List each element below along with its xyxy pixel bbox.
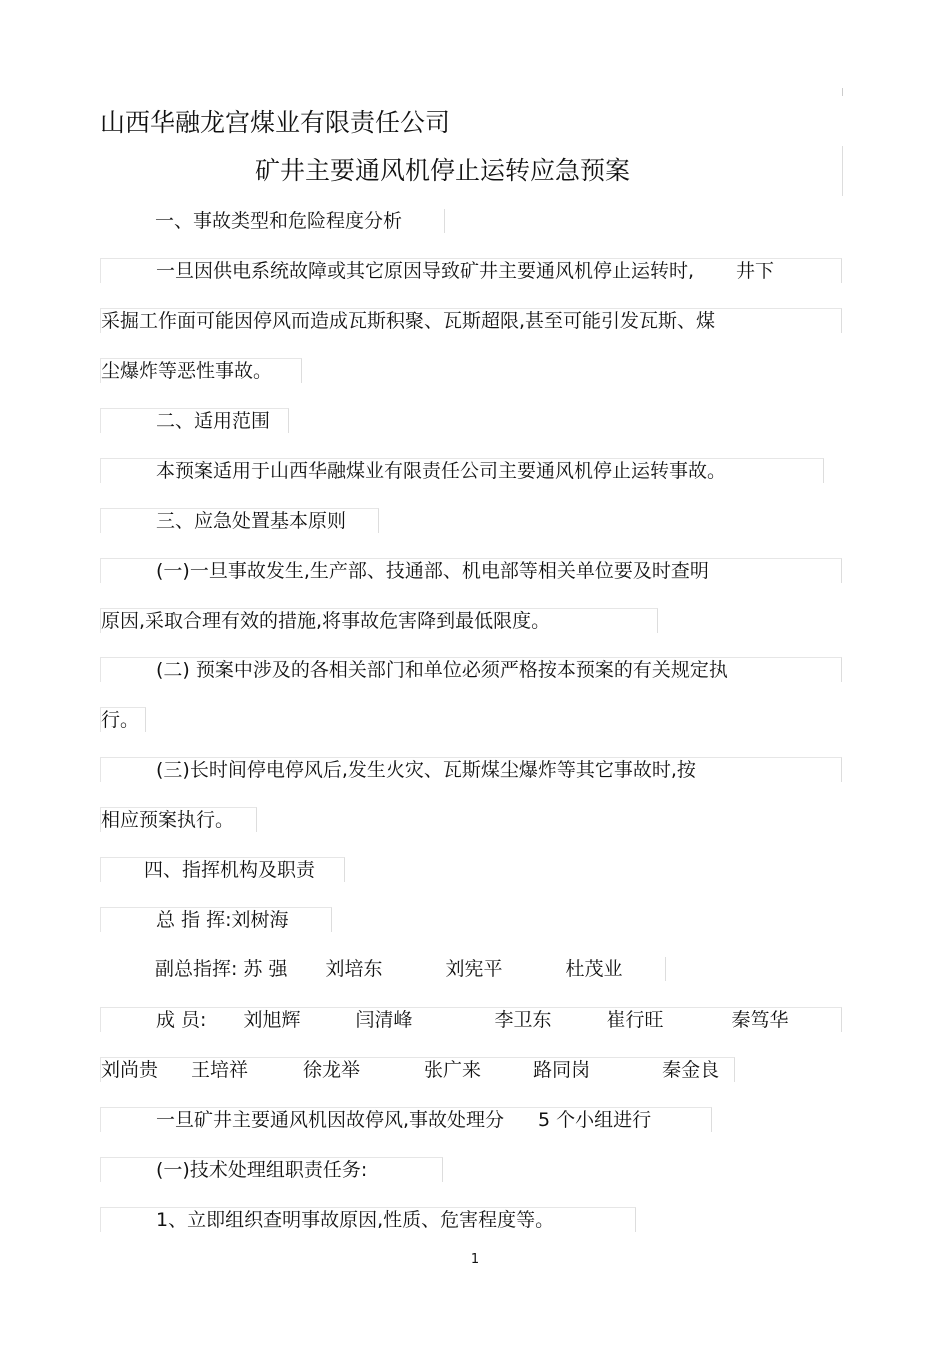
member-name: 秦笃华 xyxy=(731,1009,789,1031)
deputy-name-3: 刘宪平 xyxy=(445,958,503,980)
members-line-1 xyxy=(100,1007,842,1032)
commander-line xyxy=(100,907,332,932)
section-4-heading-text: 四、指挥机构及职责 xyxy=(144,859,316,881)
section-2-paragraph xyxy=(100,458,824,483)
group-1-heading-text: (一)技术处理组职责任务: xyxy=(156,1159,368,1181)
groups-line xyxy=(100,1107,712,1132)
group-1-item-1 xyxy=(100,1207,636,1232)
section-4-heading xyxy=(100,857,345,882)
group-1-heading xyxy=(100,1157,443,1182)
section-1-paragraph-text-a: 一旦因供电系统故障或其它原因导致矿井主要通风机停止运转时, xyxy=(156,260,695,282)
section-2-paragraph-text: 本预案适用于山西华融煤业有限责任公司主要通风机停止运转事故。 xyxy=(156,460,727,482)
member-name: 徐龙举 xyxy=(303,1059,361,1081)
section-3-item-1-text: (一)一旦事故发生,生产部、技通部、机电部等相关单位要及时查明 xyxy=(156,560,709,582)
commander-label: 总 指 挥: xyxy=(156,909,232,931)
title-rule xyxy=(842,146,843,196)
company-name: 山西华融龙宫煤业有限责任公司 xyxy=(100,108,451,137)
section-3-item-3-line-2: 相应预案执行。 xyxy=(100,807,257,832)
deputy-line xyxy=(100,957,666,981)
commander-name: 刘树海 xyxy=(231,909,289,931)
member-name: 闫清峰 xyxy=(355,1009,413,1031)
section-2-heading xyxy=(100,408,289,433)
page-number: 1 xyxy=(470,1252,480,1267)
section-3-item-3-text: (三)长时间停电停风后,发生火灾、瓦斯煤尘爆炸等其它事故时,按 xyxy=(156,759,696,781)
section-1-paragraph-text-b: 井下 xyxy=(736,260,775,282)
member-name: 刘旭辉 xyxy=(243,1009,301,1031)
group-1-item-1-text: 1、立即组织查明事故原因,性质、危害程度等。 xyxy=(156,1209,555,1231)
member-name: 路同岗 xyxy=(533,1059,591,1081)
section-3-item-2-line-2: 行。 xyxy=(100,707,146,732)
member-name: 张广来 xyxy=(424,1059,482,1081)
section-3-item-3-line-1 xyxy=(100,757,842,782)
section-3-heading-text: 三、应急处置基本原则 xyxy=(156,510,347,532)
section-3-item-2-line-1 xyxy=(100,657,842,682)
deputy-label: 副总指挥: xyxy=(155,958,238,980)
deputy-name-2: 刘培东 xyxy=(325,958,383,980)
member-name: 刘尚贵 xyxy=(101,1059,159,1081)
corner-mark xyxy=(842,88,843,96)
section-1-paragraph-line-1 xyxy=(100,258,842,283)
deputy-name-4: 杜茂业 xyxy=(565,958,623,980)
section-3-item-2-text: (二) 预案中涉及的各相关部门和单位必须严格按本预案的有关规定执 xyxy=(156,659,728,681)
member-name: 李卫东 xyxy=(494,1009,552,1031)
section-3-item-1-line-1 xyxy=(100,558,842,583)
member-name: 崔行旺 xyxy=(606,1009,664,1031)
deputy-name-1: 苏 强 xyxy=(243,958,288,980)
section-3-heading xyxy=(100,508,379,533)
groups-text-a: 一旦矿井主要通风机因故停风,事故处理分 xyxy=(156,1109,505,1131)
document-title: 矿井主要通风机停止运转应急预案 xyxy=(255,156,631,185)
member-name: 秦金良 xyxy=(662,1059,720,1081)
members-line-2 xyxy=(100,1057,735,1082)
members-label: 成 员: xyxy=(156,1009,207,1031)
groups-text-b: 5 个小组进行 xyxy=(538,1109,652,1131)
section-2-heading-text: 二、适用范围 xyxy=(156,410,271,432)
section-1-heading: 一、事故类型和危险程度分析 xyxy=(155,209,445,233)
section-1-paragraph-line-2: 采掘工作面可能因停风而造成瓦斯积聚、瓦斯超限,甚至可能引发瓦斯、煤 xyxy=(100,308,842,333)
section-3-item-1-line-2: 原因,采取合理有效的措施,将事故危害降到最低限度。 xyxy=(100,608,658,633)
member-name: 王培祥 xyxy=(191,1059,249,1081)
section-1-paragraph-line-3: 尘爆炸等恶性事故。 xyxy=(100,358,302,383)
